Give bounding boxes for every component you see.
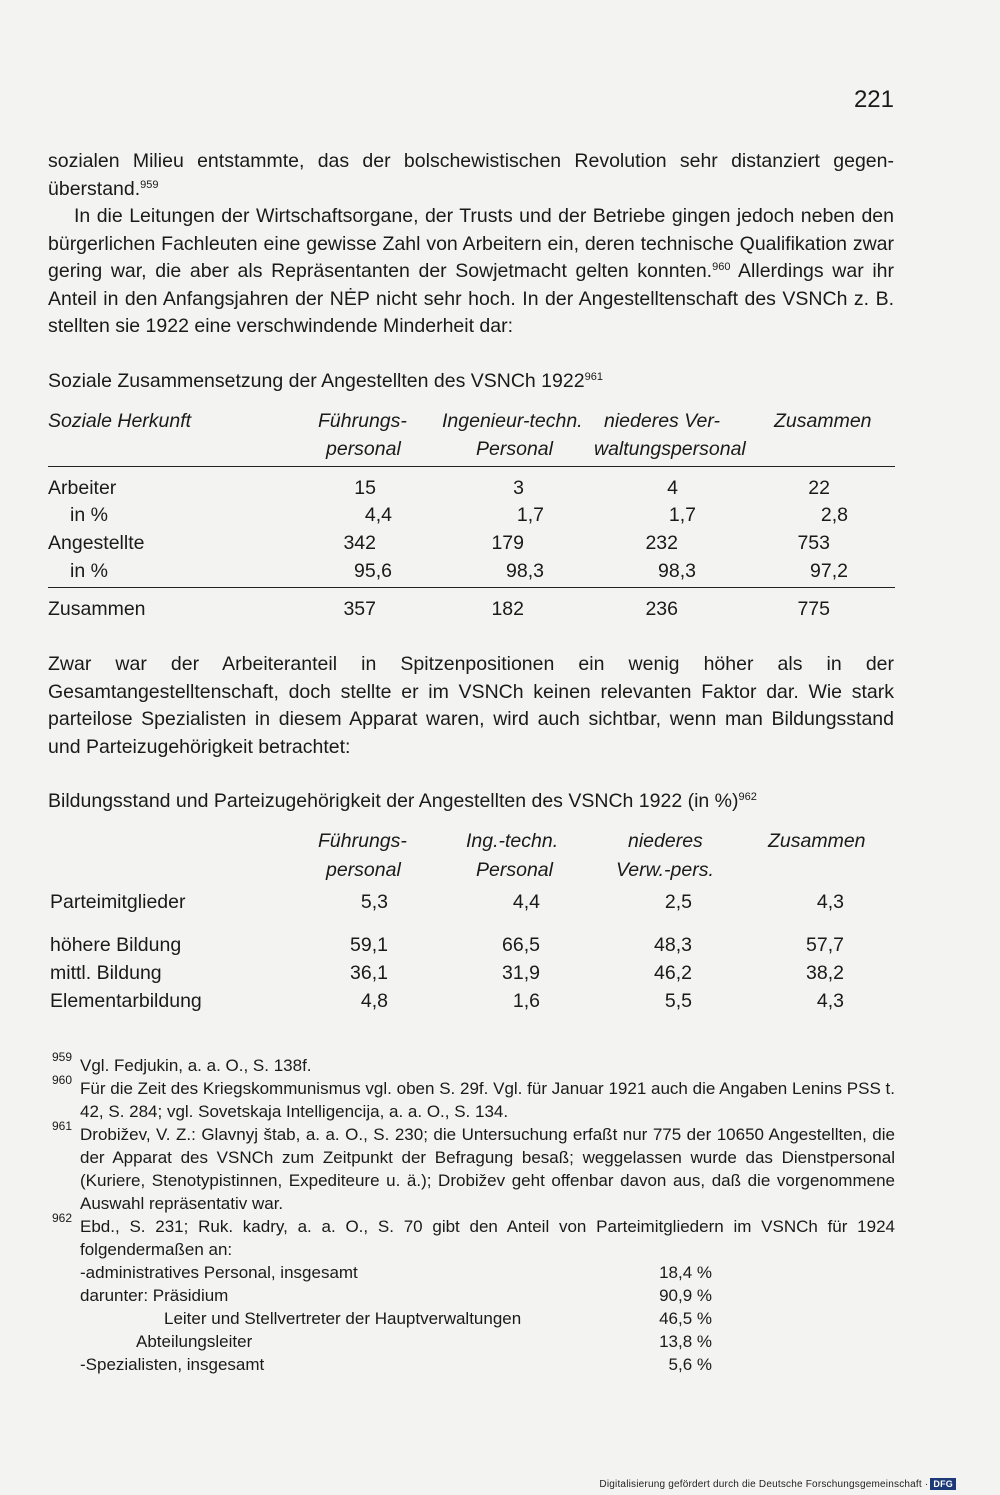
table-1-row-label: in % bbox=[70, 504, 108, 526]
paragraph-1 bbox=[48, 148, 894, 203]
table-1-cell: 342 bbox=[343, 532, 376, 554]
fn962-item-pct: 46,5 % bbox=[659, 1309, 712, 1328]
fn962-item-label: darunter: Präsidium bbox=[80, 1286, 229, 1305]
fn962-item-pct: 90,9 % bbox=[659, 1286, 712, 1305]
table-2-cell: 5,3 bbox=[360, 891, 388, 913]
table-2-cell: 5,5 bbox=[664, 990, 692, 1012]
table-1-total-label: Zusammen bbox=[48, 598, 146, 620]
table-1-cell: 22 bbox=[808, 477, 830, 499]
footnote-ref-962: 962 bbox=[738, 791, 757, 803]
table-2-header-niederes-2: Verw.-pers. bbox=[616, 859, 714, 881]
footnote-ref-961: 961 bbox=[584, 371, 603, 383]
footnote-text: Für die Zeit des Kriegskommunismus vgl. oben S. 29f. Vgl. für Januar 1921 auch die Angaben Lenins PSS t. 42, S. 284; vgl. Sovetskaja Intelligencija, a. a. O., S. 134. bbox=[80, 1079, 895, 1121]
table-2-caption bbox=[48, 790, 757, 813]
table-1-caption bbox=[48, 370, 603, 393]
fn962-item-pct: 5,6 % bbox=[668, 1355, 712, 1374]
table-2-caption-text: Bildungsstand und Parteizugehörigkeit der Angestellten des VSNCh 1922 (in %) bbox=[48, 790, 739, 812]
footnote-number: 961 bbox=[52, 1119, 73, 1133]
table-2-cell: 46,2 bbox=[654, 962, 692, 984]
table-2-row-label: mittl. Bildung bbox=[50, 962, 162, 984]
table-1-total-cell: 775 bbox=[797, 598, 830, 620]
paragraph-3: Zwar war der Arbeiteranteil in Spitzenpositionen ein wenig höher als in der Gesamtangestelltenschaft, doch stellte er im VSNCh keinen relevanten Faktor dar. Wie stark parteilose Spezialisten in diesem Apparat waren, wird auch sichtbar, wenn man Bildungsstand und Parteizugehörigkeit betrachtet: bbox=[48, 653, 894, 758]
table-1-cell: 95,6 bbox=[354, 560, 392, 582]
fn962-item-label: Leiter und Stellvertreter der Hauptverwaltungen bbox=[164, 1309, 522, 1328]
table-1-row-label: Arbeiter bbox=[48, 477, 117, 499]
page-number: 221 bbox=[853, 86, 894, 113]
paragraph-2 bbox=[48, 203, 894, 341]
table-1-header-ingenieur-1: Ingenieur-techn. bbox=[442, 410, 583, 432]
fn962-item-pct: 13,8 % bbox=[659, 1332, 712, 1351]
table-1-row-label: in % bbox=[70, 560, 108, 582]
table-2-cell: 59,1 bbox=[350, 934, 388, 956]
table-1-cell: 98,3 bbox=[506, 560, 544, 582]
table-2-cell: 38,2 bbox=[806, 962, 844, 984]
footnote-ref-959: 959 bbox=[140, 178, 159, 191]
table-2-cell: 4,3 bbox=[816, 891, 844, 913]
table-1-cell: 4,4 bbox=[364, 504, 392, 526]
table-2-cell: 48,3 bbox=[654, 934, 692, 956]
table-1-header-niederes-1: niederes Ver- bbox=[604, 410, 720, 432]
table-2-row-label: höhere Bildung bbox=[50, 934, 182, 956]
table-2-cell: 4,3 bbox=[816, 990, 844, 1012]
table-1-total-cell: 357 bbox=[343, 598, 376, 620]
table-2-header-niederes-1: niederes bbox=[628, 830, 703, 852]
table-1-cell: 3 bbox=[513, 477, 524, 499]
table-2-row-label: Elementarbildung bbox=[50, 990, 202, 1012]
footnote-text: Ebd., S. 231; Ruk. kadry, a. a. O., S. 70 gibt den Anteil von Parteimitgliedern im VSNCh für 1924 folgendermaßen an: bbox=[80, 1217, 895, 1259]
footnote-number: 960 bbox=[52, 1073, 73, 1087]
paragraph-2-text-a: In die Leitungen der Wirtschaftsorgane, der Trusts und der Betriebe gingen jedoch neben den bürgerlichen Fachleuten eine gewisse Zahl von Arbeitern ein, deren technische Qualifikation zwar gering war, die aber als Repräsentanten der Sowjetmacht gelten konnten. bbox=[48, 205, 894, 282]
table-2-header-ing-1: Ing.-techn. bbox=[466, 830, 559, 852]
table-1-rule-bottom bbox=[48, 587, 895, 588]
table-1-cell: 2,8 bbox=[820, 504, 848, 526]
table-1-rule-top bbox=[48, 466, 895, 467]
digitization-credit: Digitalisierung gefördert durch die Deutsche Forschungsgemeinschaft · DFG bbox=[599, 1478, 956, 1490]
table-1-cell: 179 bbox=[491, 532, 524, 554]
fn962-item-pct: 18,4 % bbox=[659, 1263, 712, 1282]
table-2-header-fuehrung-2: personal bbox=[326, 859, 401, 881]
fn962-item-label: Abteilungsleiter bbox=[136, 1332, 253, 1351]
table-1-header-zusammen: Zusammen bbox=[774, 410, 872, 432]
dfg-logo: DFG bbox=[930, 1478, 956, 1490]
table-2-cell: 31,9 bbox=[502, 962, 540, 984]
table-1-cell: 1,7 bbox=[516, 504, 544, 526]
table-1-cell: 4 bbox=[667, 477, 678, 499]
table-1-cell: 753 bbox=[797, 532, 830, 554]
table-2-header-zusammen: Zusammen bbox=[768, 830, 866, 852]
table-2-cell: 66,5 bbox=[502, 934, 540, 956]
table-1-cell: 15 bbox=[354, 477, 376, 499]
footnote-text: Drobižev, V. Z.: Glavnyj štab, a. a. O., S. 230; die Untersuchung erfaßt nur 775 der 10650 Angestellten, die der Apparat des VSNCh zum Zeitpunkt der Befragung besaß; weggelassen wurde das Dienstpersonal (Kuriere, Stenotypistinnen, Expediteure u. ä.); Drobižev geht offenbar davon aus, daß die vorgenommene Auswahl repräsentativ war. bbox=[80, 1125, 895, 1213]
table-2-cell: 4,8 bbox=[360, 990, 388, 1012]
fn962-item-label: -administratives Personal, insgesamt bbox=[80, 1263, 358, 1282]
table-1-row-label: Angestellte bbox=[48, 532, 145, 554]
table-2-header-ing-2: Personal bbox=[476, 859, 553, 881]
table-1-caption-text: Soziale Zusammensetzung der Angestellten des VSNCh 1922 bbox=[48, 370, 585, 392]
table-1-cell: 97,2 bbox=[810, 560, 848, 582]
table-2-cell: 1,6 bbox=[512, 990, 540, 1012]
table-1-cell: 1,7 bbox=[668, 504, 696, 526]
table-2-cell: 57,7 bbox=[806, 934, 844, 956]
table-2-cell: 36,1 bbox=[350, 962, 388, 984]
table-2-cell: 4,4 bbox=[512, 891, 540, 913]
footnote-number: 962 bbox=[52, 1211, 73, 1225]
table-1-header-fuehrung-1: Führungs- bbox=[318, 410, 407, 432]
table-1-header-fuehrung-2: personal bbox=[326, 438, 401, 460]
footnote-ref-960: 960 bbox=[712, 261, 731, 273]
fn962-item-label: -Spezialisten, insgesamt bbox=[80, 1355, 265, 1374]
table-1-cell: 232 bbox=[645, 532, 678, 554]
footnote-text: Vgl. Fedjukin, a. a. O., S. 138f. bbox=[80, 1056, 312, 1075]
paragraph-1-line-1: sozialen Milieu entstammte, das der bolschewistischen Revolution sehr distanziert gegen- bbox=[48, 150, 894, 172]
footnote-number: 959 bbox=[52, 1050, 73, 1064]
table-1-cell: 98,3 bbox=[658, 560, 696, 582]
table-1-header-ingenieur-2: Personal bbox=[476, 438, 553, 460]
paragraph-1-line-2: überstand. bbox=[48, 177, 141, 200]
table-2-header-fuehrung-1: Führungs- bbox=[318, 830, 407, 852]
table-2-row-label: Parteimitglieder bbox=[50, 891, 186, 913]
table-1-header-herkunft: Soziale Herkunft bbox=[48, 410, 192, 432]
table-2-cell: 2,5 bbox=[664, 891, 692, 913]
credit-text: Digitalisierung gefördert durch die Deutsche Forschungsgemeinschaft bbox=[599, 1479, 922, 1490]
paragraph-2-text-b: Allerdings war ihr Anteil in den Anfangsjahren der NĖP nicht sehr hoch. In der Angestelltenschaft des VSNCh z. B. stellten sie 1922 eine verschwindende Minderheit dar: bbox=[48, 260, 894, 337]
table-1-header-niederes-2: waltungspersonal bbox=[594, 438, 746, 460]
table-1-total-cell: 182 bbox=[491, 598, 524, 620]
table-1-total-cell: 236 bbox=[645, 598, 678, 620]
